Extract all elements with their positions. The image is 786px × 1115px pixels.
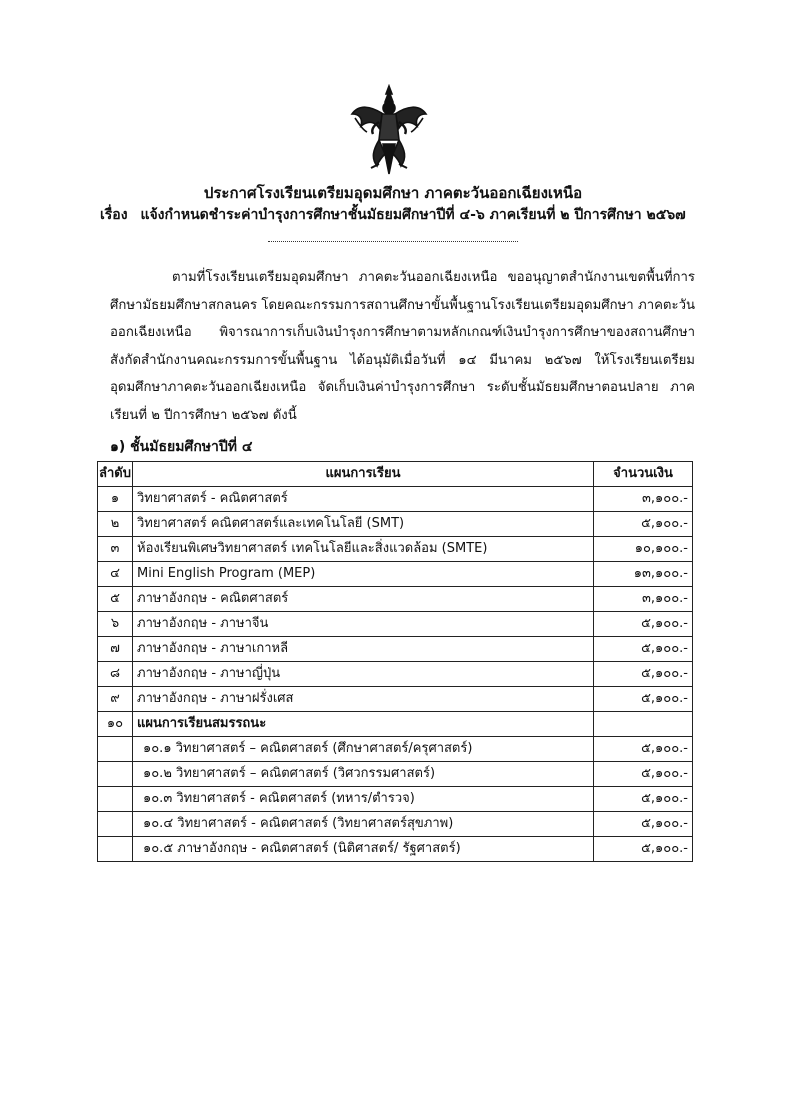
paragraph-text: ตามที่โรงเรียนเตรียมอุดมศึกษา ภาคตะวันออกเฉียงเหนือ ขออนุญาตสำนักงานเขตพื้นที่การศึกษามัธยมศึกษาสกลนคร โดยคณะกรรมการสถานศึกษาขั้นพื้นฐานโรงเรียนเตรียมอุดมศึกษา ภาคตะวันออกเฉียงเหนือ พิจารณาการเก็บเงินบำรุงการศึกษาตามหลักเกณฑ์เงินบำรุงการศึกษาของสถานศึกษาสังกัดสำนักงานคณะกรรมการขั้นพื้นฐาน ได้อนุมัติเมื่อวันที่ ๑๔ มีนาคม ๒๕๖๗ ให้โรงเรียนเตรียมอุดมศึกษาภาคตะวันออกเฉียงเหนือ จัดเก็บเงินค่าบำรุงการศึกษา ระดับชั้นมัธยมศึกษาตอนปลาย ภาคเรียนที่ ๒ ปีการศึกษา ๒๕๖๗ ดังนี้ [110, 270, 695, 423]
table-row [98, 562, 693, 587]
row-plan: ภาษาอังกฤษ - คณิตศาสตร์ [133, 587, 594, 612]
row-number [98, 787, 133, 812]
garuda-emblem-icon [349, 84, 429, 176]
body-paragraph [110, 264, 695, 429]
table-row [98, 587, 693, 612]
row-number: ๖ [98, 612, 133, 637]
row-number: ๙ [98, 687, 133, 712]
row-plan: ๑๐.๑ วิทยาศาสตร์ – คณิตศาสตร์ (ศึกษาศาสตร์/ครุศาสตร์) [133, 737, 594, 762]
dotted-divider [268, 241, 518, 242]
row-number: ๘ [98, 662, 133, 687]
row-number [98, 762, 133, 787]
row-number: ๑ [98, 487, 133, 512]
row-amount: ๕,๑๐๐.- [594, 512, 693, 537]
table-row-group [98, 712, 693, 737]
row-amount: ๕,๑๐๐.- [594, 687, 693, 712]
row-plan: ๑๐.๔ วิทยาศาสตร์ - คณิตศาสตร์ (วิทยาศาสตร์สุขภาพ) [133, 812, 594, 837]
header-plan: แผนการเรียน [133, 462, 594, 487]
row-amount: ๑๓,๑๐๐.- [594, 562, 693, 587]
row-number: ๒ [98, 512, 133, 537]
row-plan: ภาษาอังกฤษ - ภาษาญี่ปุ่น [133, 662, 594, 687]
row-amount: ๑๐,๑๐๐.- [594, 537, 693, 562]
table-row [98, 787, 693, 812]
announcement-title: ประกาศโรงเรียนเตรียมอุดมศึกษา ภาคตะวันออกเฉียงเหนือ [203, 184, 583, 202]
row-plan: ๑๐.๕ ภาษาอังกฤษ - คณิตศาสตร์ (นิติศาสตร์/ รัฐศาสตร์) [133, 837, 594, 862]
row-amount: ๕,๑๐๐.- [594, 737, 693, 762]
row-plan: วิทยาศาสตร์ - คณิตศาสตร์ [133, 487, 594, 512]
row-amount: ๕,๑๐๐.- [594, 612, 693, 637]
row-amount: ๓,๑๐๐.- [594, 587, 693, 612]
row-plan: ภาษาอังกฤษ - ภาษาเกาหลี [133, 637, 594, 662]
row-number: ๕ [98, 587, 133, 612]
row-plan: ภาษาอังกฤษ - ภาษาจีน [133, 612, 594, 637]
table-row [98, 837, 693, 862]
row-plan: ห้องเรียนพิเศษวิทยาศาสตร์ เทคโนโลยีและสิ่งแวดล้อม (SMTE) [133, 537, 594, 562]
table-row [98, 687, 693, 712]
row-amount: ๕,๑๐๐.- [594, 812, 693, 837]
row-amount: ๕,๑๐๐.- [594, 787, 693, 812]
row-amount: ๕,๑๐๐.- [594, 762, 693, 787]
row-number [98, 837, 133, 862]
header-order: ลำดับ [98, 462, 133, 487]
table-row [98, 662, 693, 687]
row-plan: ภาษาอังกฤษ - ภาษาฝรั่งเศส [133, 687, 594, 712]
subject-label: เรื่อง [100, 207, 128, 223]
row-number [98, 737, 133, 762]
announcement-subject [100, 205, 720, 225]
row-plan: Mini English Program (MEP) [133, 562, 594, 587]
row-number: ๔ [98, 562, 133, 587]
section-title: ๑) ชั้นมัธยมศึกษาปีที่ ๔ [110, 439, 253, 455]
table-row [98, 812, 693, 837]
table-row [98, 637, 693, 662]
row-number: ๑๐ [98, 712, 133, 737]
table-row [98, 537, 693, 562]
row-number: ๓ [98, 537, 133, 562]
table-row [98, 612, 693, 637]
row-number [98, 812, 133, 837]
table-row [98, 737, 693, 762]
row-amount: ๕,๑๐๐.- [594, 637, 693, 662]
row-number: ๗ [98, 637, 133, 662]
row-plan: วิทยาศาสตร์ คณิตศาสตร์และเทคโนโลยี (SMT) [133, 512, 594, 537]
row-amount: ๕,๑๐๐.- [594, 837, 693, 862]
fee-table [97, 461, 693, 862]
row-plan: ๑๐.๒ วิทยาศาสตร์ – คณิตศาสตร์ (วิศวกรรมศาสตร์) [133, 762, 594, 787]
subject-text: แจ้งกำหนดชำระค่าบำรุงการศึกษาชั้นมัธยมศึกษาปีที่ ๔-๖ ภาคเรียนที่ ๒ ปีการศึกษา ๒๕๖๗ [140, 207, 686, 223]
table-row [98, 762, 693, 787]
row-amount [594, 712, 693, 737]
row-plan: ๑๐.๓ วิทยาศาสตร์ - คณิตศาสตร์ (ทหาร/ตำรวจ) [133, 787, 594, 812]
row-plan: แผนการเรียนสมรรถนะ [133, 712, 594, 737]
row-amount: ๓,๑๐๐.- [594, 487, 693, 512]
table-header-row [98, 462, 693, 487]
table-row [98, 512, 693, 537]
table-row [98, 487, 693, 512]
row-amount: ๕,๑๐๐.- [594, 662, 693, 687]
header-amount: จำนวนเงิน [594, 462, 693, 487]
